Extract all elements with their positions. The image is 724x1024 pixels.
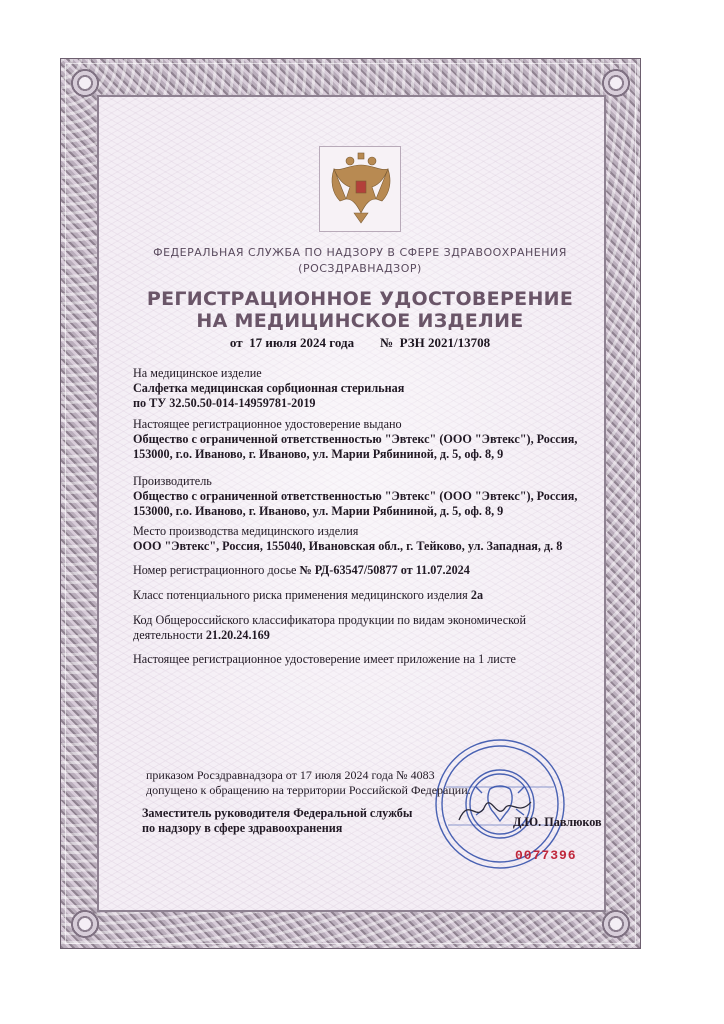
signatory-name: Д.Ю. Павлюков xyxy=(513,815,602,829)
manufacturer-company: Общество с ограниченной ответственностью "Эвтекс" (ООО "Эвтекс"), Россия, xyxy=(133,489,578,503)
manufacturer-address: 153000, г.о. Иваново, г. Иваново, ул. Марии Рябининой, д. 5, оф. 8, 9 xyxy=(133,504,504,518)
appendix-line xyxy=(133,652,613,667)
admission-text: допущено к обращению на территории Российской Федерации. xyxy=(146,783,471,797)
issued-address: 153000, г.о. Иваново, г. Иваново, ул. Марии Рябининой, д. 5, оф. 8, 9 xyxy=(133,447,504,461)
dossier-value: № РД-63547/50877 от 11.07.2024 xyxy=(299,563,470,577)
document-subtitle: НА МЕДИЦИНСКОЕ ИЗДЕЛИЕ xyxy=(196,310,524,332)
agency-abbreviation: (РОСЗДРАВНАДЗОР) xyxy=(298,262,422,275)
production-site-section xyxy=(133,524,613,554)
registration-number: РЗН 2021/13708 xyxy=(399,335,491,350)
okpd-value: 21.20.24.169 xyxy=(205,628,270,642)
signatory-position-2: по надзору в сфере здравоохранения xyxy=(142,821,343,835)
device-spec: по ТУ 32.50.50-014-14959781-2019 xyxy=(133,396,316,410)
dossier-line xyxy=(133,563,613,578)
number-label: № xyxy=(380,335,394,350)
order-text: приказом Росздравнадзора от 17 июля 2024 года № 4083 xyxy=(146,768,435,782)
issued-section xyxy=(133,417,613,462)
date-number-line xyxy=(120,335,600,351)
issue-date: от 17 июля 2024 года xyxy=(229,335,355,350)
dossier-label: Номер регистрационного досье xyxy=(133,563,300,577)
document-title: РЕГИСТРАЦИОННОЕ УДОСТОВЕРЕНИЕ xyxy=(146,288,574,310)
device-name: Салфетка медицинская сорбционная стерильная xyxy=(133,381,405,395)
signatory-position: Заместитель руководителя Федеральной службы xyxy=(142,806,413,820)
appendix-text: Настоящее регистрационное удостоверение имеет приложение на 1 листе xyxy=(133,652,516,666)
okpd-label: Код Общероссийского классификатора продукции по видам экономической xyxy=(133,613,527,627)
device-section xyxy=(133,366,613,411)
device-label: На медицинское изделие xyxy=(133,366,262,380)
okpd-section xyxy=(133,613,613,643)
risk-label: Класс потенциального риска применения медицинского изделия xyxy=(133,588,471,602)
risk-value: 2а xyxy=(470,588,484,602)
serial-number: 0077396 xyxy=(515,848,577,863)
agency-name: ФЕДЕРАЛЬНАЯ СЛУЖБА ПО НАДЗОРУ В СФЕРЕ ЗДРАВООХРАНЕНИЯ xyxy=(153,246,567,259)
site-label: Место производства медицинского изделия xyxy=(133,524,359,538)
manufacturer-section xyxy=(133,474,613,519)
coat-of-arms-icon xyxy=(319,146,401,232)
site-address: ООО "Эвтекс", Россия, 155040, Ивановская обл., г. Тейково, ул. Западная, д. 8 xyxy=(133,539,563,553)
manufacturer-label: Производитель xyxy=(133,474,212,488)
risk-class-line xyxy=(133,588,613,603)
issued-label: Настоящее регистрационное удостоверение выдано xyxy=(133,417,402,431)
okpd-label-2: деятельности xyxy=(133,628,206,642)
issued-company: Общество с ограниченной ответственностью "Эвтекс" (ООО "Эвтекс"), Россия, xyxy=(133,432,578,446)
